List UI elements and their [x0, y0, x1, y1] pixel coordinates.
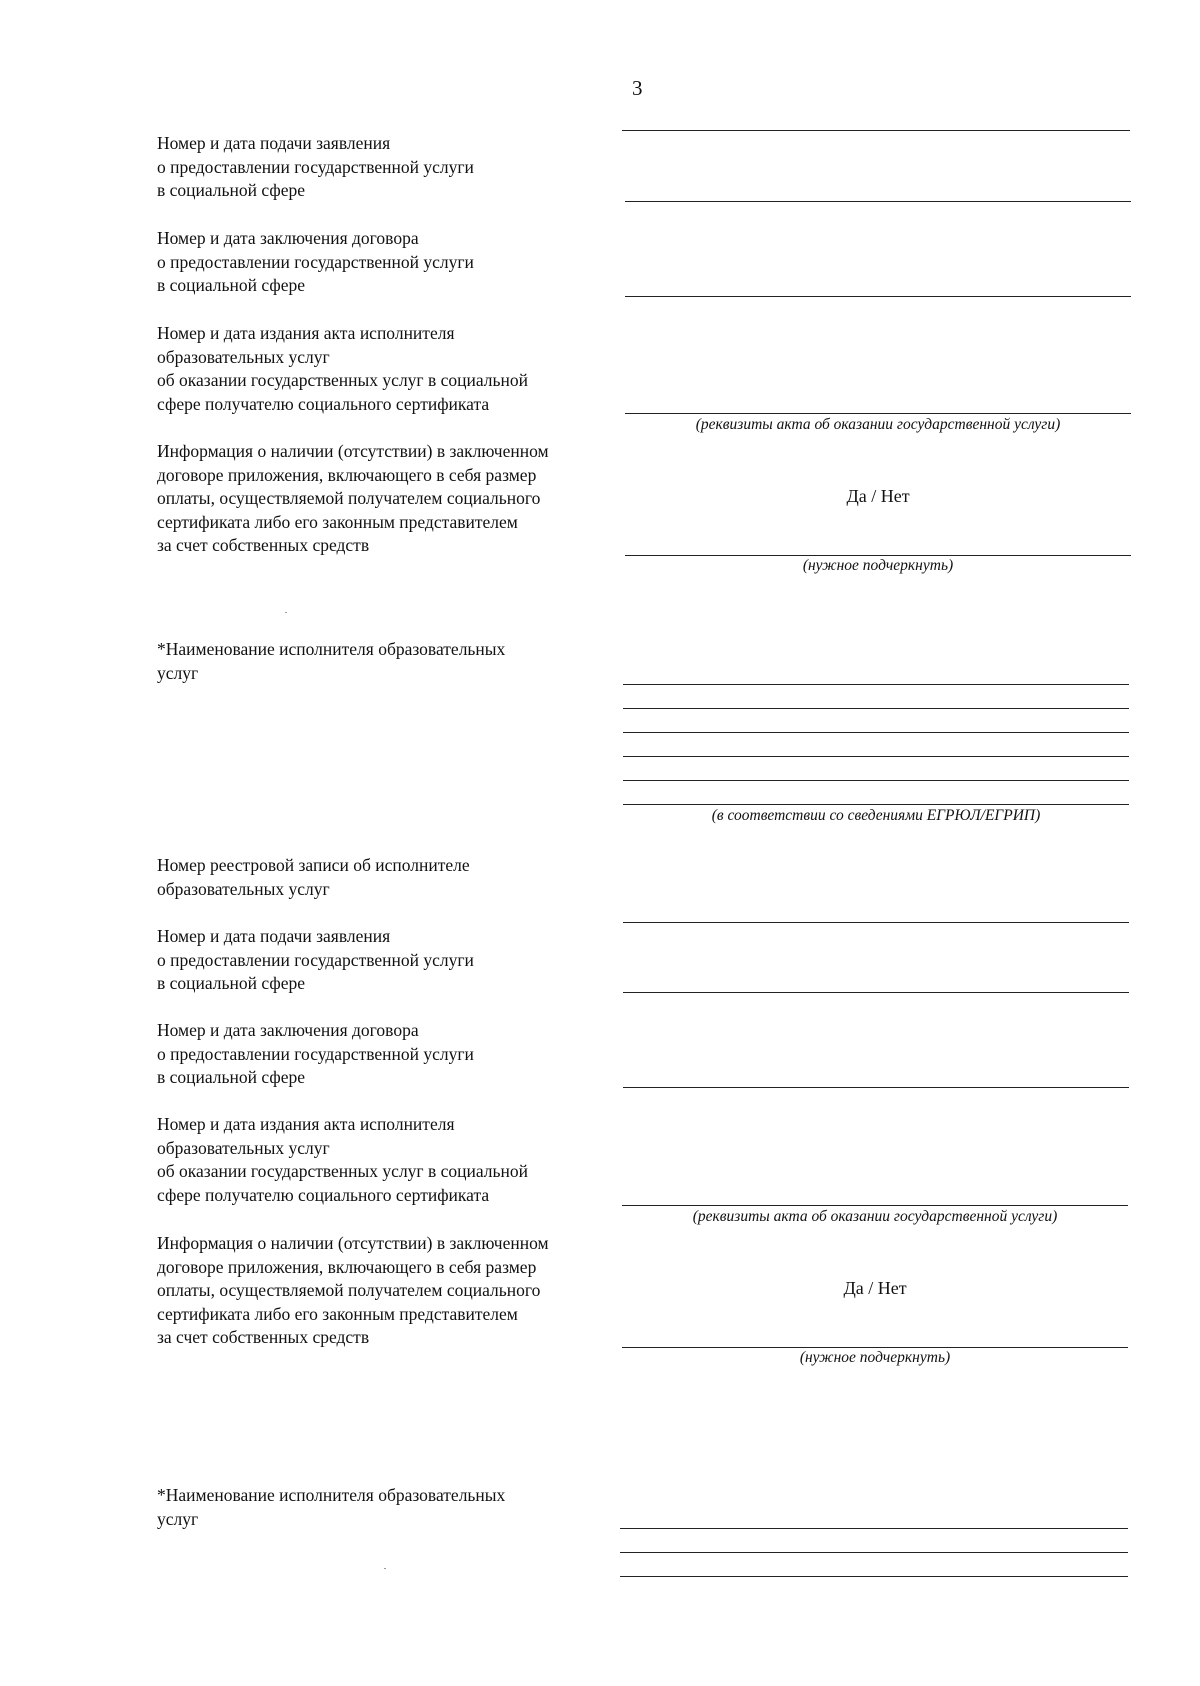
application-field-line-2[interactable]: [623, 992, 1129, 993]
page-number: 3: [632, 76, 643, 100]
provider-name-2-line-3[interactable]: [620, 1576, 1128, 1577]
attachment-field-line-2[interactable]: [622, 1347, 1128, 1348]
contract-field-line[interactable]: [625, 296, 1131, 297]
act-label-2: Номер и дата издания акта исполнителя образовательных услуг об оказании государственных услуг в социальной сфере получателю социального сертификата: [157, 1114, 528, 1205]
application-label-2: Номер и дата подачи заявления о предоставлении государственной услуги в социальной сфере: [157, 926, 474, 993]
provider-name-2-line-2[interactable]: [620, 1552, 1128, 1553]
provider-name-caption: (в соответствии со сведениями ЕГРЮЛ/ЕГРИП): [711, 807, 1041, 824]
provider-name-line-5[interactable]: [623, 780, 1129, 781]
contract-field-line-2[interactable]: [623, 1087, 1129, 1088]
contract-label-2: Номер и дата заключения договора о предоставлении государственной услуги в социальной сфере: [157, 1020, 474, 1087]
attachment-caption-2: (нужное подчеркнуть): [799, 1349, 951, 1366]
act-caption: (реквизиты акта об оказании государственной услуги): [695, 416, 1061, 433]
attachment-label: Информация о наличии (отсутствии) в заключенном договоре приложения, включающего в себя размер оплаты, осуществляемой получателем социального сертификата либо его законным представителем за счет собственных средств: [157, 441, 549, 555]
registry-field-line[interactable]: [623, 922, 1129, 923]
act-field-line[interactable]: [625, 413, 1131, 414]
attachment-field-line[interactable]: [625, 555, 1131, 556]
scan-speck: [285, 612, 287, 613]
scan-speck: [384, 1568, 386, 1569]
application-field-line[interactable]: [625, 201, 1131, 202]
provider-name-line-2[interactable]: [623, 708, 1129, 709]
provider-name-line-3[interactable]: [623, 732, 1129, 733]
provider-name-line-1[interactable]: [623, 684, 1129, 685]
contract-label: Номер и дата заключения договора о предоставлении государственной услуги в социальной сфере: [157, 228, 474, 295]
attachment-label-2: Информация о наличии (отсутствии) в заключенном договоре приложения, включающего в себя размер оплаты, осуществляемой получателем социального сертификата либо его законным представителем за счет собственных средств: [157, 1233, 549, 1347]
provider-name-label-2: *Наименование исполнителя образовательных услуг: [157, 1485, 506, 1529]
provider-name-line-6[interactable]: [623, 804, 1129, 805]
provider-name-2-line-1[interactable]: [620, 1528, 1128, 1529]
application-label: Номер и дата подачи заявления о предоставлении государственной услуги в социальной сфере: [157, 133, 474, 200]
attachment-choice-2[interactable]: Да / Нет: [843, 1278, 907, 1298]
attachment-caption: (нужное подчеркнуть): [802, 557, 954, 574]
act-caption-2: (реквизиты акта об оказании государственной услуги): [692, 1208, 1058, 1225]
provider-name-label: *Наименование исполнителя образовательных услуг: [157, 639, 506, 683]
registry-label: Номер реестровой записи об исполнителе образовательных услуг: [157, 855, 470, 899]
field-line-top: [622, 130, 1130, 131]
attachment-choice[interactable]: Да / Нет: [846, 486, 910, 506]
provider-name-line-4[interactable]: [623, 756, 1129, 757]
act-label: Номер и дата издания акта исполнителя образовательных услуг об оказании государственных услуг в социальной сфере получателю социального сертификата: [157, 323, 528, 414]
act-field-line-2[interactable]: [622, 1205, 1128, 1206]
